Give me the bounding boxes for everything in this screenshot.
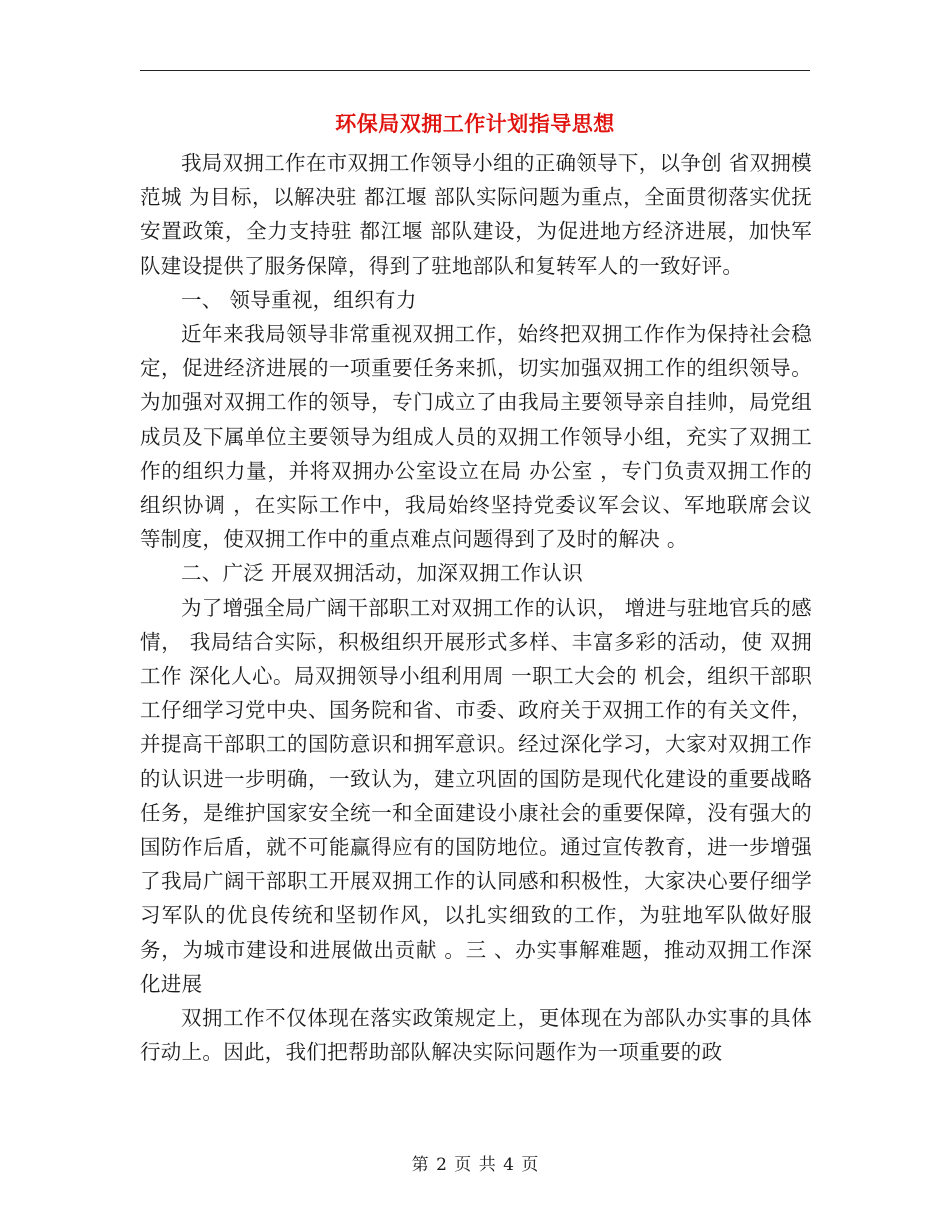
footer-page-word: 页 <box>454 1155 472 1175</box>
footer-total-word: 共 <box>478 1155 496 1175</box>
page-footer <box>0 1153 950 1177</box>
paragraph-section-2: 为了增强全局广阔干部职工对双拥工作的认识， 增进与驻地官兵的感情， 我局结合实际，积极组织开展形式多样、丰富多彩的活动，使 双拥工作 深化人心。局双拥领导小组利用周 一职工大会的 机会，组织干部职工仔细学习党中央、国务院和省、市委、政府关于双拥工作的有关文件，并提高干部职工的国防意识和拥军意识。经过深化学习，大家对双拥工作的认识进一步明确，一致认为，建立巩固的国防是现代化建设的重要战略任务，是维护国家安全统一和全面建设小康社会的重要保障，没有强大的国防作后盾，就不可能赢得应有的国防地位。通过宣传教育，进一步增强了我局广阔干部职工开展双拥工作的认同感和积极性，大家决心要仔细学习军队的优良传统和坚韧作风，以扎实细致的工作，为驻地军队做好服务，为城市建设和进展做出贡献 。三 、办实事解难题，推动双拥工作深化进展 <box>140 595 812 996</box>
paragraph-intro: 我局双拥工作在市双拥工作领导小组的正确领导下，以争创 省双拥模范城 为目标，以解决驻 都江堰 部队实际问题为重点，全面贯彻落实优抚安置政策，全力支持驻 都江堰 部队建设，为促进地方经济进展，加快军队建设提供了服务保障，得到了驻地部队和复转军人的一致好评。 <box>140 151 812 278</box>
document-body <box>140 146 812 1069</box>
current-page-number: 2 <box>436 1155 447 1175</box>
footer-prefix: 第 <box>411 1155 429 1175</box>
paragraph-section-3: 双拥工作不仅体现在落实政策规定上，更体现在为部队办实事的具体行动上。因此，我们把帮助部队解决实际问题作为一项重要的政 <box>140 1006 812 1065</box>
document-title: 环保局双拥工作计划指导思想 <box>335 111 615 136</box>
total-pages-number: 4 <box>503 1155 514 1175</box>
paragraph-section-1: 近年来我局领导非常重视双拥工作，始终把双拥工作作为保持社会稳定，促进经济进展的一项重要任务来抓，切实加强双拥工作的组织领导。为加强对双拥工作的领导，专门成立了由我局主要领导亲自挂帅，局党组成员及下属单位主要领导为组成人员的双拥工作领导小组，充实了双拥工作的组织力量，并将双拥办公室设立在局 办公室 ，专门负责双拥工作的组织协调 ，在实际工作中，我局始终坚持党委议军会议、军地联席会议等制度，使双拥工作中的重点难点问题得到了及时的解决 。 <box>140 322 812 552</box>
section-heading-2: 二、广泛 开展双拥活动，加深双拥工作认识 <box>181 561 584 586</box>
header-rule <box>140 70 810 71</box>
footer-suffix: 页 <box>521 1155 539 1175</box>
section-heading-1: 一、 领导重视，组织有力 <box>181 287 417 312</box>
